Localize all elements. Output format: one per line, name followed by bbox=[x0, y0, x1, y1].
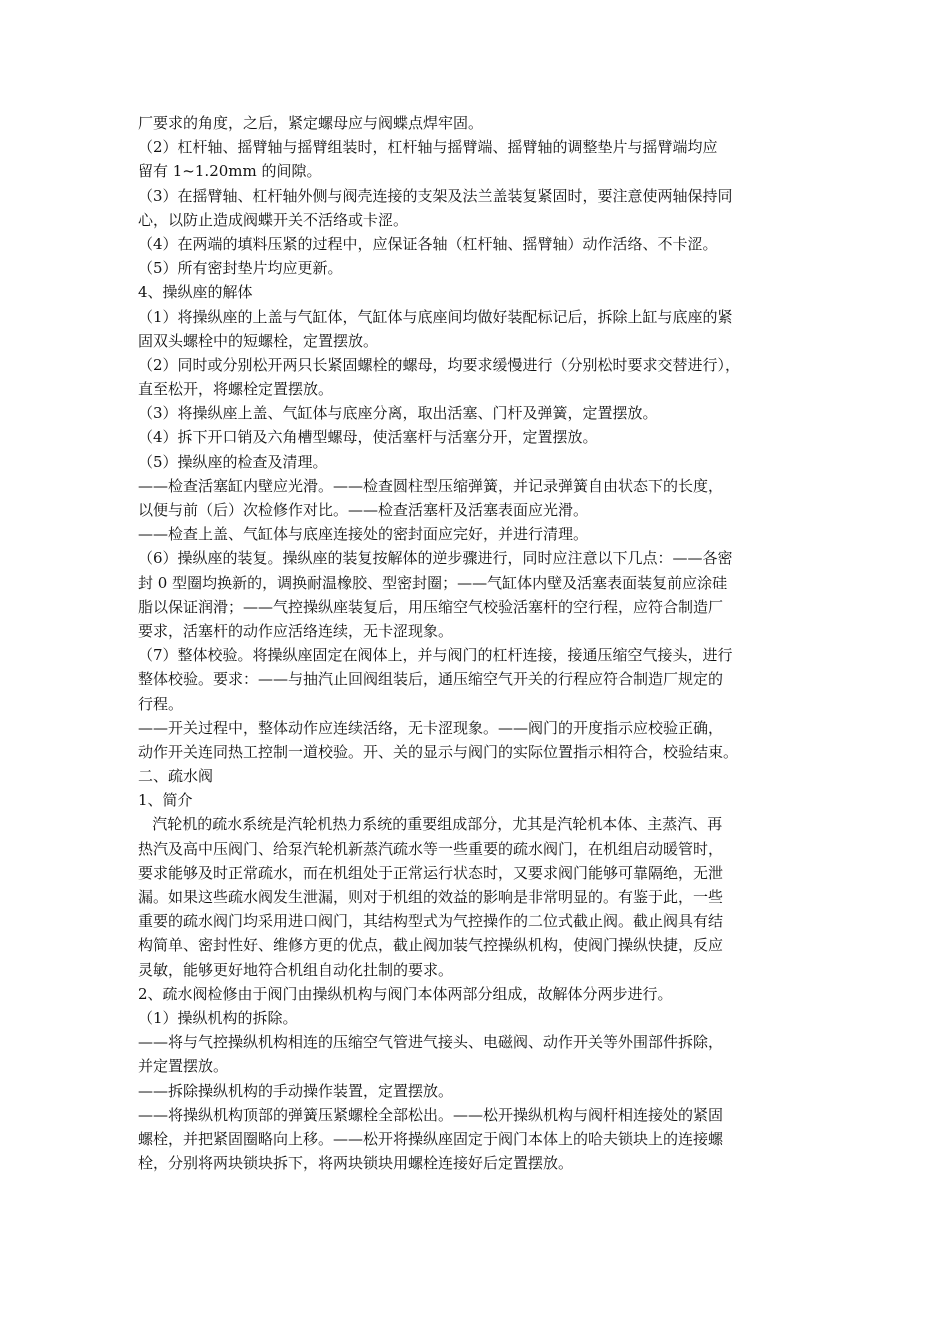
text-line: 留有 1~1.20mm 的间隙。 bbox=[138, 162, 322, 181]
paragraph bbox=[138, 280, 828, 304]
text-line: 漏。如果这些疏水阀发生泄漏，则对于机组的效益的影响是非常明显的。有鉴于此，一些 bbox=[138, 888, 724, 906]
text-line: （2）杠杆轴、摇臂轴与摇臂组装时，杠杆轴与摇臂端、摇臂轴的调整垫片与摇臂端均应 bbox=[138, 138, 718, 157]
paragraph bbox=[138, 522, 828, 546]
text-line: 二、疏水阀 bbox=[138, 767, 214, 786]
text-line: （7）整体校验。将操纵座固定在阀体上，并与阀门的杠杆连接，接通压缩空气接头，进行 bbox=[138, 646, 733, 665]
text-line: 2、疏水阀检修由于阀门由操纵机构与阀门本体两部分组成，故解体分两步进行。 bbox=[138, 984, 673, 1003]
text-line: （2）同时或分别松开两只长紧固螺栓的螺母，均要求缓慢进行（分别松时要求交替进行）， bbox=[138, 355, 741, 374]
paragraph bbox=[138, 1079, 828, 1103]
paragraph bbox=[138, 425, 828, 449]
text-line: 1、简介 bbox=[138, 791, 193, 810]
text-line: 并定置摆放。 bbox=[138, 1057, 229, 1076]
paragraph bbox=[138, 135, 828, 183]
paragraph bbox=[138, 1006, 828, 1030]
paragraph bbox=[138, 256, 828, 280]
text-line: 脂以保证润滑；——气控操纵座装复后，用压缩空气校验活塞杆的空行程，应符合制造厂 bbox=[138, 597, 724, 616]
text-line: 热汽及高中压阀门、给泵汽轮机新蒸汽疏水等一些重要的疏水阀门，在机组启动暖管时， bbox=[138, 839, 724, 858]
paragraph bbox=[138, 474, 828, 522]
text-line: 心，以防止造成阀蝶开关不活络或卡涩。 bbox=[138, 210, 409, 229]
text-line: （5）操纵座的检查及清理。 bbox=[138, 452, 328, 471]
text-line: （1）将操纵座的上盖与气缸体，气缸体与底座间均做好装配标记后，拆除上缸与底座的紧 bbox=[138, 307, 733, 326]
text-line: 构简单、密封性好、维修方更的优点，截止阀加装气控操纵机构，使阀门操纵快捷，反应 bbox=[138, 936, 724, 955]
text-line: 灵敏，能够更好地符合机组自动化扗制的要求。 bbox=[138, 960, 454, 979]
text-line: 封 0 型圈均换新的，调换耐温橡胶、型密封圈；——气缸体内壁及活塞表面装复前应涂硅 bbox=[138, 573, 728, 592]
text-line: ——将与气控操纵机构相连的压缩空气管进气接头、电磁阀、动作开关等外围部件拆除， bbox=[138, 1033, 724, 1052]
paragraph bbox=[138, 353, 828, 401]
paragraph bbox=[138, 1030, 828, 1078]
text-line: （3）在摇臂轴、杠杆轴外侧与阀壳连接的支架及法兰盖装复紧固时，要注意使两轴保持同 bbox=[138, 186, 733, 205]
text-line: 汽轮机的疏水系统是汽轮机热力系统的重要组成部分，尤其是汽轮机本体、主蒸汽、再 bbox=[138, 815, 723, 834]
text-line: 栓，分别将两块锁块拆下，将两块锁块用螺栓连接好后定置摆放。 bbox=[138, 1154, 574, 1173]
text-line: 动作开关连同热工控制一道校验。开、关的显示与阀门的实际位置指示相符合，校验结束。 bbox=[138, 742, 739, 761]
text-line: 以便与前（后）次检修作对比。——检查活塞杆及活塞表面应光滑。 bbox=[138, 501, 589, 519]
paragraph bbox=[138, 643, 828, 716]
text-line: （6）操纵座的装复。操纵座的装复按解体的逆步骤进行，同时应注意以下几点：——各密 bbox=[138, 549, 733, 568]
text-line: ——检查活塞缸内壁应光滑。——检查圆柱型压缩弹簧，并记录弹簧自由状态下的长度， bbox=[138, 476, 724, 495]
text-line: ——开关过程中，整体动作应连续活络，无卡涩现象。——阀门的开度指示应校验正确， bbox=[138, 718, 724, 737]
paragraph bbox=[138, 305, 828, 353]
paragraph bbox=[138, 812, 828, 981]
paragraph bbox=[138, 1103, 828, 1176]
text-line: 要求，活塞杆的动作应活络连续，无卡涩现象。 bbox=[138, 621, 454, 640]
paragraph bbox=[138, 764, 828, 788]
paragraph bbox=[138, 111, 828, 135]
text-line: （1）操纵机构的拆除。 bbox=[138, 1008, 298, 1027]
text-line: 厂要求的角度，之后，紧定螺母应与阀蝶点焊牢固。 bbox=[138, 114, 484, 132]
text-line: 重要的疏水阀门均采用进口阀门，其结构型式为气控操作的二位式截止阀。截止阀具有结 bbox=[138, 912, 724, 931]
text-line: ——将操纵机构顶部的弹簧压紧螺栓全部松出。——松开操纵机构与阀杆相连接处的紧固 bbox=[138, 1105, 724, 1124]
text-line: ——拆除操纵机构的手动操作装置，定置摆放。 bbox=[138, 1081, 454, 1100]
paragraph bbox=[138, 982, 828, 1006]
text-line: （5）所有密封垫片均应更新。 bbox=[138, 259, 343, 278]
paragraph bbox=[138, 184, 828, 232]
text-line: 整体校验。要求：——与抽汽止回阀组装后，通压缩空气开关的行程应符合制造厂规定的 bbox=[138, 670, 724, 689]
text-line: 4、操纵座的解体 bbox=[138, 283, 253, 302]
paragraph bbox=[138, 450, 828, 474]
text-line: 行程。 bbox=[138, 694, 184, 713]
text-line: （4）拆下开口销及六角槽型螺母，使活塞杆与活塞分开，定置摆放。 bbox=[138, 428, 598, 447]
text-line: 要求能够及时正常疏水，而在机组处于正常运行状态时，又要求阀门能够可靠隔绝，无泄 bbox=[138, 863, 724, 882]
paragraph bbox=[138, 546, 828, 643]
paragraph bbox=[138, 232, 828, 256]
document-page bbox=[138, 111, 828, 1175]
paragraph bbox=[138, 788, 828, 812]
text-line: （3）将操纵座上盖、气缸体与底座分离，取出活塞、门杆及弹簧，定置摆放。 bbox=[138, 404, 658, 423]
text-line: 直至松开，将螺栓定置摆放。 bbox=[138, 380, 334, 399]
text-line: 固双头螺栓中的短螺栓，定置摆放。 bbox=[138, 331, 379, 350]
paragraph bbox=[138, 401, 828, 425]
paragraph bbox=[138, 716, 828, 764]
text-line: ——检查上盖、气缸体与底座连接处的密封面应完好，并进行清理。 bbox=[138, 525, 589, 544]
text-line: 螺栓，并把紧固圈略向上移。——松开将操纵座固定于阀门本体上的哈夫锁块上的连接螺 bbox=[138, 1129, 724, 1148]
text-line: （4）在两端的填料压紧的过程中，应保证各轴（杠杆轴、摇臂轴）动作活络、不卡涩。 bbox=[138, 234, 718, 253]
